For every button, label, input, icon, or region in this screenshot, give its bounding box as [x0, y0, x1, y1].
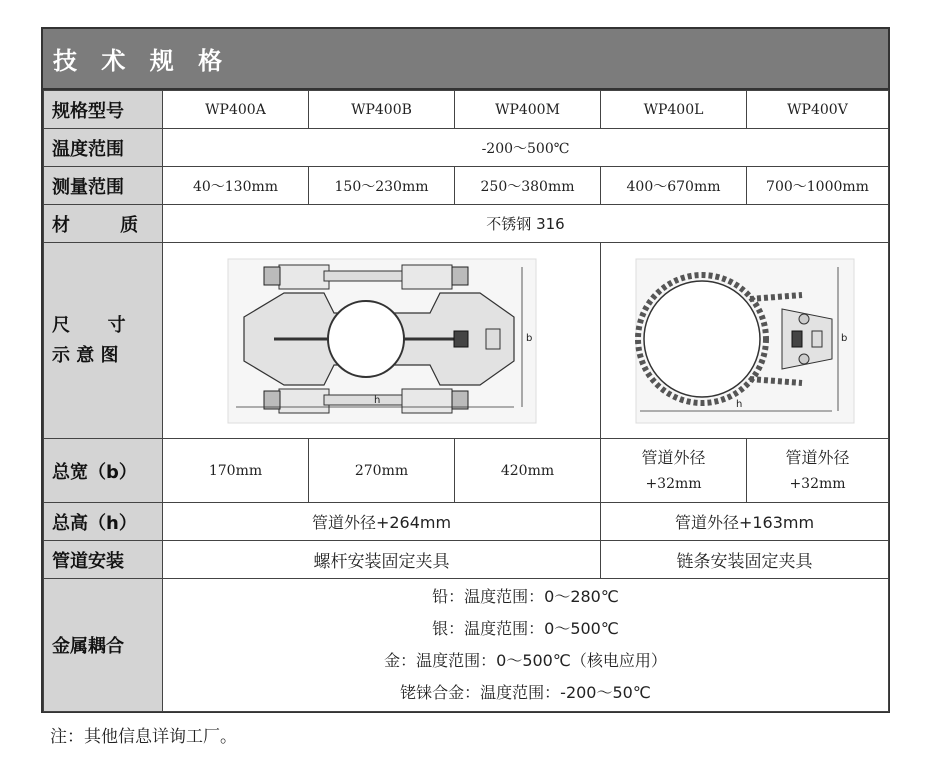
model-wp400b: WP400B [309, 91, 455, 129]
coupling-silver: 银：温度范围：0～500℃ [432, 619, 619, 638]
coupling-label: 金属耦合 [44, 579, 163, 712]
row-coupling [44, 579, 889, 712]
install-label: 管道安装 [44, 541, 163, 579]
height-right: 管道外径+163mm [601, 503, 889, 541]
width-wp400l [601, 439, 747, 503]
spec-table [43, 90, 889, 712]
dimension-label-line2: 示 意 图 [52, 344, 119, 366]
height-label: 总高（h） [44, 503, 163, 541]
measure-wp400a: 40～130mm [163, 167, 309, 205]
row-model [44, 91, 889, 129]
coupling-values [163, 579, 889, 712]
coupling-rhodium-rhenium: 铑铼合金：温度范围：-200～50℃ [400, 683, 651, 702]
measure-wp400l: 400～670mm [601, 167, 747, 205]
model-wp400v: WP400V [747, 91, 889, 129]
row-dimension [44, 243, 889, 439]
material-label: 材 质 [44, 205, 163, 243]
width-wp400b: 270mm [309, 439, 455, 503]
chain-clamp-diagram [632, 257, 858, 425]
diagram-right-dim-b: b [840, 332, 847, 344]
install-left: 螺杆安装固定夹具 [163, 541, 601, 579]
temp-value: -200～500℃ [163, 129, 889, 167]
section-title: 技 术 规 格 [43, 29, 888, 90]
screw-clamp-diagram [224, 257, 540, 425]
material-value: 不锈钢 316 [163, 205, 889, 243]
width-wp400m: 420mm [455, 439, 601, 503]
diagram-right-dim-h: h [735, 398, 742, 410]
measure-wp400v: 700～1000mm [747, 167, 889, 205]
coupling-gold: 金：温度范围：0～500℃（核电应用） [384, 651, 667, 670]
row-measure [44, 167, 889, 205]
install-right: 链条安装固定夹具 [601, 541, 889, 579]
row-width [44, 439, 889, 503]
dimension-label-line1: 尺 寸 [52, 314, 126, 336]
width-wp400l-line2: +32mm [645, 475, 702, 492]
row-install [44, 541, 889, 579]
dimension-label [44, 243, 163, 439]
model-wp400l: WP400L [601, 91, 747, 129]
model-wp400a: WP400A [163, 91, 309, 129]
width-wp400v [747, 439, 889, 503]
diagram-left-dim-b: b [525, 332, 532, 344]
model-label: 规格型号 [44, 91, 163, 129]
footnote: 注：其他信息详询工厂。 [50, 727, 237, 747]
spec-sheet [41, 27, 890, 713]
width-label: 总宽（b） [44, 439, 163, 503]
width-wp400l-line1: 管道外径 [641, 447, 706, 467]
row-material [44, 205, 889, 243]
diagram-left-dim-h: h [373, 394, 380, 406]
model-wp400m: WP400M [455, 91, 601, 129]
height-left: 管道外径+264mm [163, 503, 601, 541]
measure-wp400m: 250～380mm [455, 167, 601, 205]
width-wp400v-line1: 管道外径 [785, 447, 850, 467]
measure-label: 测量范围 [44, 167, 163, 205]
width-wp400v-line2: +32mm [789, 475, 846, 492]
measure-wp400b: 150～230mm [309, 167, 455, 205]
coupling-lead: 铅：温度范围：0～280℃ [432, 587, 619, 606]
row-height [44, 503, 889, 541]
row-temp [44, 129, 889, 167]
screw-clamp-diagram-cell [163, 243, 601, 439]
temp-label: 温度范围 [44, 129, 163, 167]
chain-clamp-diagram-cell [601, 243, 889, 439]
width-wp400a: 170mm [163, 439, 309, 503]
